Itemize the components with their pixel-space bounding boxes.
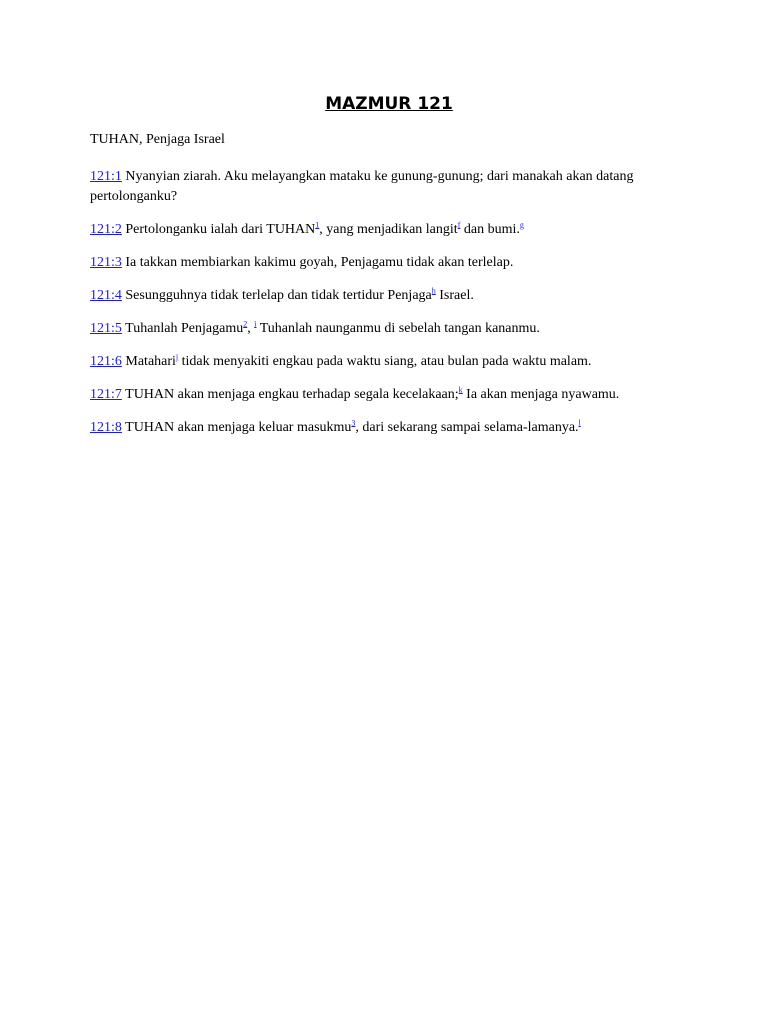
verse-text: , yang menjadikan langit — [319, 222, 458, 237]
verse-text: Israel. — [435, 288, 474, 303]
footnote-link[interactable]: 2 — [243, 319, 248, 329]
verse-ref-link[interactable]: 121:4 — [90, 288, 122, 303]
verse-text: Ia takkan membiarkan kakimu goyah, Penjagamu tidak akan terlelap. — [121, 255, 514, 270]
footnote-link[interactable]: l — [578, 418, 581, 428]
verse-121-2 — [90, 220, 688, 240]
verse-121-3 — [90, 253, 688, 273]
verse-121-8 — [90, 418, 688, 438]
verse-121-5 — [90, 319, 688, 339]
verse-text: Ia akan menjaga nyawamu. — [462, 387, 620, 402]
verse-ref-link[interactable]: 121:8 — [90, 420, 122, 435]
verse-121-6 — [90, 352, 688, 372]
footnote-link[interactable]: i — [254, 319, 257, 329]
verse-text: Tuhanlah Penjagamu — [121, 321, 244, 336]
page-title: MAZMUR 121 — [325, 94, 453, 114]
verse-121-7 — [90, 385, 688, 405]
section-subtitle: TUHAN, Penjaga Israel — [90, 132, 225, 147]
verse-ref-link[interactable]: 121:2 — [90, 222, 122, 237]
verse-text: Matahari — [121, 354, 176, 369]
footnote-link[interactable]: g — [519, 220, 524, 230]
verse-text: tidak menyakiti engkau pada waktu siang, atau bulan pada waktu malam. — [178, 354, 592, 369]
verse-text: TUHAN akan menjaga keluar masukmu — [121, 420, 352, 435]
verse-text: Pertolonganku ialah dari TUHAN — [121, 222, 316, 237]
footnote-link[interactable]: f — [457, 220, 461, 230]
verse-ref-link[interactable]: 121:5 — [90, 321, 122, 336]
verse-text: Sesungguhnya tidak terlelap dan tidak tertidur Penjaga — [121, 288, 432, 303]
footnote-link[interactable]: 1 — [315, 220, 320, 230]
verse-121-1 — [90, 167, 688, 207]
verse-ref-link[interactable]: 121:3 — [90, 255, 122, 270]
verse-text: Tuhanlah naunganmu di sebelah tangan kananmu. — [256, 321, 540, 336]
verse-text: dan bumi. — [460, 222, 520, 237]
footnote-link[interactable]: k — [458, 385, 463, 395]
verse-ref-link[interactable]: 121:6 — [90, 354, 122, 369]
footnote-link[interactable]: 3 — [351, 418, 356, 428]
verse-121-4 — [90, 286, 688, 306]
verse-text: , dari sekarang sampai selama-lamanya. — [355, 420, 579, 435]
verse-ref-link[interactable]: 121:7 — [90, 387, 122, 402]
footnote-link[interactable]: h — [431, 286, 436, 296]
verse-text: TUHAN akan menjaga engkau terhadap segala kecelakaan; — [121, 387, 459, 402]
verse-text: Nyanyian ziarah. Aku melayangkan mataku ke gunung-gunung; dari manakah akan datang pertolonganku? — [90, 169, 634, 204]
verse-text: , — [247, 321, 255, 336]
verse-ref-link[interactable]: 121:1 — [90, 169, 122, 184]
footnote-link[interactable]: j — [175, 352, 179, 362]
